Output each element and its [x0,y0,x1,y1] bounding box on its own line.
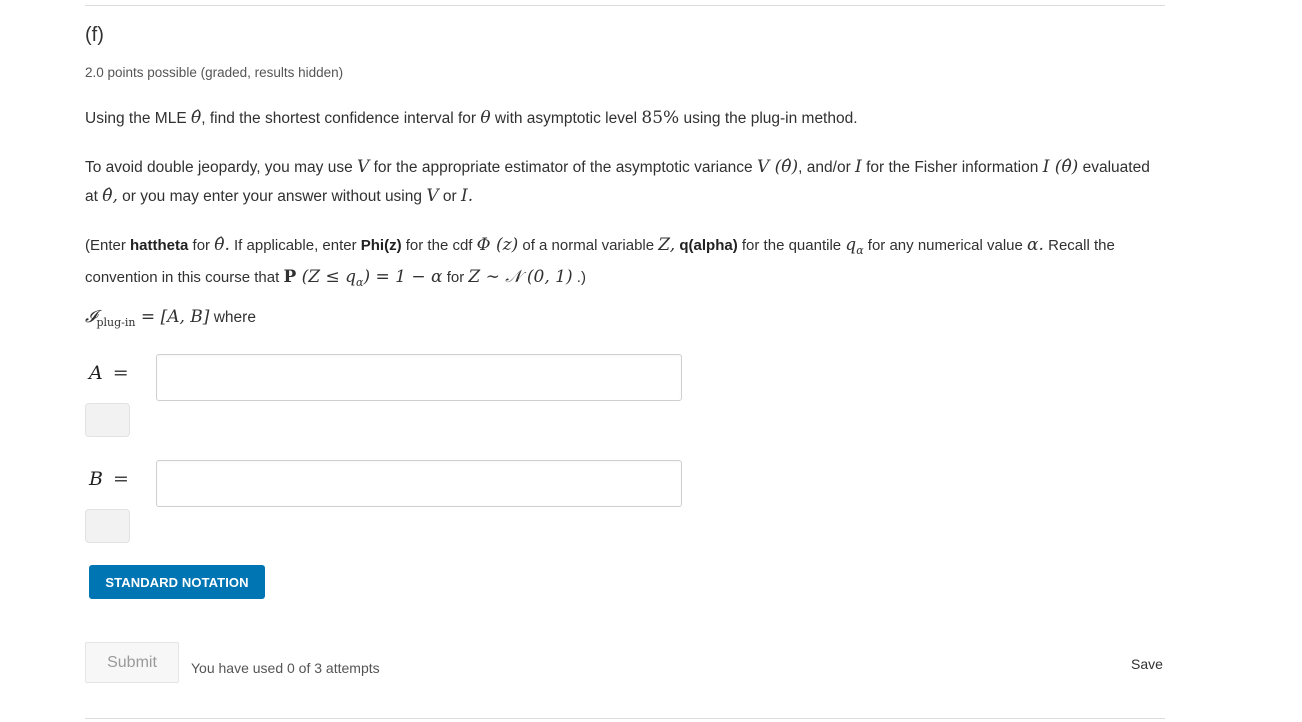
text: for the appropriate estimator of the asymptotic variance [369,159,757,176]
math-I: I [855,157,862,177]
keyword-phi: Phi(z) [360,237,402,254]
entry-instructions [85,232,1165,296]
field-b-label [89,468,129,490]
text: for the cdf [401,237,477,254]
text: where [209,309,256,326]
label-text: A [89,362,103,384]
text: for any numerical value [863,237,1028,254]
submit-button[interactable]: Submit [85,642,179,683]
math-V: V [426,186,439,206]
text: If applicable, enter [229,237,361,254]
problem-title: (f) [85,24,104,46]
text: with asymptotic level [490,110,642,127]
interval-definition [85,303,256,337]
keyword-qalpha: q(alpha) [679,237,738,254]
math-theta-hat: θ̂. [214,235,230,255]
text: or you may enter your answer without using [117,188,427,205]
math-alpha: α. [1027,235,1044,255]
answer-b-input[interactable] [156,460,682,507]
top-divider [85,5,1165,6]
points-info: 2.0 points possible (graded, results hidden) [85,65,344,80]
text: To avoid double jeopardy, you may use [85,159,357,176]
text: for the Fisher information [861,159,1043,176]
equals-sign: = [112,468,129,490]
math-theta: θ [480,108,491,128]
text: .) [572,269,586,286]
text: or [438,188,461,205]
label-text: B [89,468,103,490]
problem-statement [85,104,858,133]
math-prob-end: ) = 1 − α [363,267,443,287]
math-Z: Z, [658,235,676,255]
math-subscript: α [856,244,864,257]
math-V-theta: V (θ̂) [756,157,799,177]
text: for [188,237,215,254]
math-subscript: plug-in [96,316,136,329]
math-interval-symbol: 𝓘 [85,307,97,327]
math-I-theta: I (θ̂) [1042,157,1079,177]
field-a-label [89,362,129,384]
math-V: V [357,157,370,177]
text: using the plug-in method. [679,110,858,127]
math-I: I. [461,186,474,206]
bottom-divider [85,718,1165,719]
text: Using the MLE [85,110,191,127]
answer-b-preview [85,509,130,543]
text: of a normal variable [518,237,659,254]
double-jeopardy-note [85,153,1165,211]
math-P: P [283,267,297,287]
text: , find the shortest confidence interval for [201,110,481,127]
text: evaluated at [85,159,1150,205]
math-theta-hat: θ̂, [102,186,118,206]
answer-a-input[interactable] [156,354,682,401]
text: (Enter [85,237,131,254]
math-subscript: α [356,276,364,289]
save-button[interactable]: Save [1131,656,1163,672]
answer-a-preview [85,403,130,437]
equals-sign: = [112,362,129,384]
text: , and/or [798,159,856,176]
text: for the quantile [737,237,846,254]
math-q: q [845,235,857,255]
math-prob: (Z ≤ q [296,267,357,287]
math-distribution: Z ∼ 𝒩 (0, 1) [468,267,573,287]
math-level: 85% [641,108,680,128]
text: for [442,269,469,286]
math-interval: = [A, B] [135,307,210,327]
math-theta-hat: θ̂ [190,108,202,128]
standard-notation-button[interactable]: STANDARD NOTATION [89,565,265,599]
attempts-status: You have used 0 of 3 attempts [191,660,380,676]
keyword-hattheta: hattheta [130,237,189,254]
text: Recall the convention in this course that [85,237,1115,286]
math-phi-z: Φ (z) [476,235,519,255]
